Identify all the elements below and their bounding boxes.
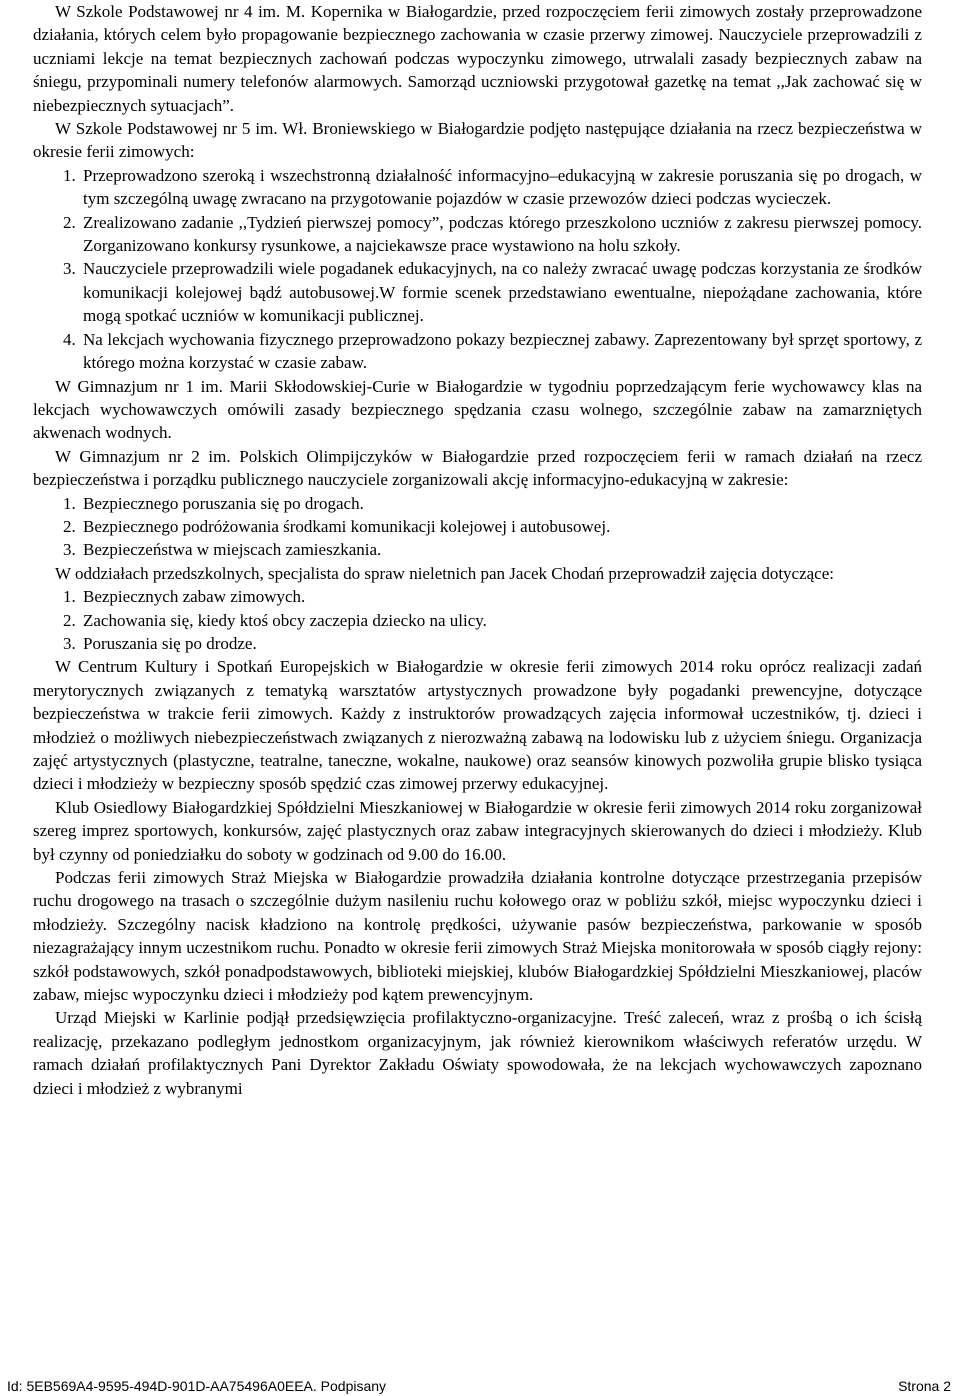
paragraph-klub-osiedlowy: Klub Osiedlowy Białogardzkiej Spółdzielni Mieszkaniowej w Białogardzie w okresie ferii zimowych 2014 roku zorganizował szereg imprez sportowych, konkursów, zajęć plastycznych oraz zabaw integracyjnych skierowanych do dzieci i młodzieży. Klub był czynny od poniedziałku do soboty w godzinach od 9.00 do 16.00. (33, 797, 922, 864)
list-item-text: Bezpieczeństwa w miejscach zamieszkania. (83, 540, 382, 560)
list-item-text: Przeprowadzono szeroką i wszechstronną działalność informacyjno–edukacyjną w zakresie poruszania się po drogach, w tym szczególną uwagę zwracano na przygotowanie pojazdów w czasie przewozów dzieci podczas wycieczek. (83, 165, 922, 209)
list-item (33, 538, 922, 561)
list-item (33, 211, 922, 258)
list-item-number: 4. (63, 329, 76, 349)
list-item-text: Poruszania się po drodze. (83, 633, 257, 653)
document-id: Id: 5EB569A4-9595-494D-901D-AA75496A0EEA. Podpisany (7, 1378, 387, 1394)
page-number: Strona 2 (898, 1378, 951, 1394)
document-page (33, 0, 922, 1100)
list-item (33, 632, 922, 655)
list-item-text: Bezpiecznych zabaw zimowych. (83, 587, 306, 607)
list-item-text: Bezpiecznego podróżowania środkami komunikacji kolejowej i autobusowej. (83, 516, 611, 536)
list-item-number: 2. (63, 610, 76, 630)
list-item (33, 585, 922, 608)
paragraph-urzad-karlino: Urząd Miejski w Karlinie podjął przedsięwzięcia profilaktyczno-organizacyjne. Treść zaleceń, wraz z prośbą o ich ścisłą realizację, przekazano podległym jednostkom organizacyjnym, jak również kierownikom właściwych referatów urzędu. W ramach działań profilaktycznych Pani Dyrektor Zakładu Oświaty spowodowała, że na lekcjach wychowawczych zapoznano dzieci i młodzież z wybranymi (33, 1008, 922, 1098)
paragraph-przedszkola: W oddziałach przedszkolnych, specjalista do spraw nieletnich pan Jacek Chodań przeprowadził zajęcia dotyczące: (55, 563, 834, 583)
list-item-number: 1. (63, 587, 76, 607)
list-przedszkola-topics (33, 585, 922, 655)
paragraph-gimnazjum-2: W Gimnazjum nr 2 im. Polskich Olimpijczyków w Białogardzie przed rozpoczęciem ferii w ramach działań na rzecz bezpieczeństwa i porządku publicznego nauczyciele zorganizowali akcję informacyjno-edukacyjną w zakresie: (33, 446, 922, 490)
list-item (33, 492, 922, 515)
list-item-number: 3. (63, 259, 76, 279)
list-item-text: Zrealizowano zadanie ,,Tydzień pierwszej pomocy”, podczas którego przeszkolono uczniów z zakresu pierwszej pomocy. Zorganizowano konkursy rysunkowe, a najciekawsze prace wystawiono na holu szkoły. (83, 212, 922, 256)
list-gimnazjum-2-topics (33, 492, 922, 562)
paragraph-sp4: W Szkole Podstawowej nr 4 im. M. Kopernika w Białogardzie, przed rozpoczęciem ferii zimowych zostały przeprowadzone działania, których celem było propagowanie bezpiecznego zachowania w czasie przerwy zimowej. Nauczyciele przeprowadzili z uczniami lekcje na temat bezpiecznych zachowań podczas wypoczynku zimowego, utrwalali zasady bezpiecznych zabaw na śniegu, przypominali numery telefonów alarmowych. Samorząd uczniowski przygotował gazetkę na temat ,,Jak zachować się w niebezpiecznych sytuacjach”. (33, 2, 922, 115)
list-item-text: Zachowania się, kiedy ktoś obcy zaczepia dziecko na ulicy. (83, 610, 487, 630)
list-item-text: Na lekcjach wychowania fizycznego przeprowadzono pokazy bezpiecznej zabawy. Zaprezentowany był sprzęt sportowy, z którego można korzystać w czasie zabaw. (83, 329, 922, 373)
list-item-text: Bezpiecznego poruszania się po drogach. (83, 493, 364, 513)
list-item (33, 328, 922, 375)
list-item-number: 1. (63, 165, 76, 185)
paragraph-centrum-kultury: W Centrum Kultury i Spotkań Europejskich w Białogardzie w okresie ferii zimowych 2014 roku oprócz realizacji zadań merytorycznych związanych z tematyką warsztatów artystycznych prowadzone były pogadanki prewencyjne, dotyczące bezpieczeństwa w trakcie ferii zimowych. Każdy z instruktorów prowadzących zajęcia informował uczestników, tj. dzieci i młodzież o możliwych niebezpieczeństwach związanych z nierozważną zabawą na lodowisku lub z użyciem śniegu. Organizacja zajęć artystycznych (plastyczne, teatralne, taneczne, wokalne, naukowe) oraz seansów kinowych pozwoliła grupie blisko tysiąca dzieci i młodzieży w bezpieczny sposób spędzić czas zimowej przerwy edukacyjnej. (33, 657, 922, 794)
paragraph-straz-miejska: Podczas ferii zimowych Straż Miejska w Białogardzie prowadziła działania kontrolne dotyczące przestrzegania przepisów ruchu drogowego na trasach o szczególnie dużym nasileniu ruchu kołowego oraz w pobliżu szkół, miejsc wypoczynku dzieci i młodzieży. Szczególny nacisk kładziono na kontrolę prędkości, używanie pasów bezpieczeństwa, parkowanie w sposób niezagrażający innym uczestnikom ruchu. Ponadto w okresie ferii zimowych Straż Miejska monitorowała w sposób ciągły rejony: szkół podstawowych, szkół ponadpodstawowych, biblioteki miejskiej, klubów Białogardzkiej Spółdzielni Mieszkaniowej, placów zabaw, miejsc wypoczynku dzieci i młodzieży pod kątem prewencyjnym. (33, 868, 922, 1005)
paragraph-sp5-intro: W Szkole Podstawowej nr 5 im. Wł. Broniewskiego w Białogardzie podjęto następujące działania na rzecz bezpieczeństwa w okresie ferii zimowych: (33, 119, 922, 162)
list-sp5-actions (33, 164, 922, 375)
paragraph-gimnazjum-1: W Gimnazjum nr 1 im. Marii Skłodowskiej-Curie w Białogardzie w tygodniu poprzedzającym ferie wychowawcy klas na lekcjach wychowawczych omówili zasady bezpiecznego spędzania czasu wolnego, szczególnie zabaw na zamarzniętych akwenach wodnych. (33, 376, 922, 443)
list-item-number: 3. (63, 540, 76, 560)
list-item (33, 257, 922, 327)
list-item-number: 1. (63, 493, 76, 513)
list-item-number: 2. (63, 516, 76, 536)
list-item (33, 164, 922, 211)
list-item (33, 515, 922, 538)
list-item-text: Nauczyciele przeprowadzili wiele pogadanek edukacyjnych, na co należy zwracać uwagę podczas korzystania ze środków komunikacji kolejowej bądź autobusowej.W formie scenek przedstawiano ewentualne, niepożądane zachowania, które mogą spotkać uczniów w komunikacji publicznej. (83, 259, 922, 326)
list-item (33, 609, 922, 632)
list-item-number: 2. (63, 212, 76, 232)
page-footer (0, 1376, 960, 1396)
list-item-number: 3. (63, 633, 76, 653)
